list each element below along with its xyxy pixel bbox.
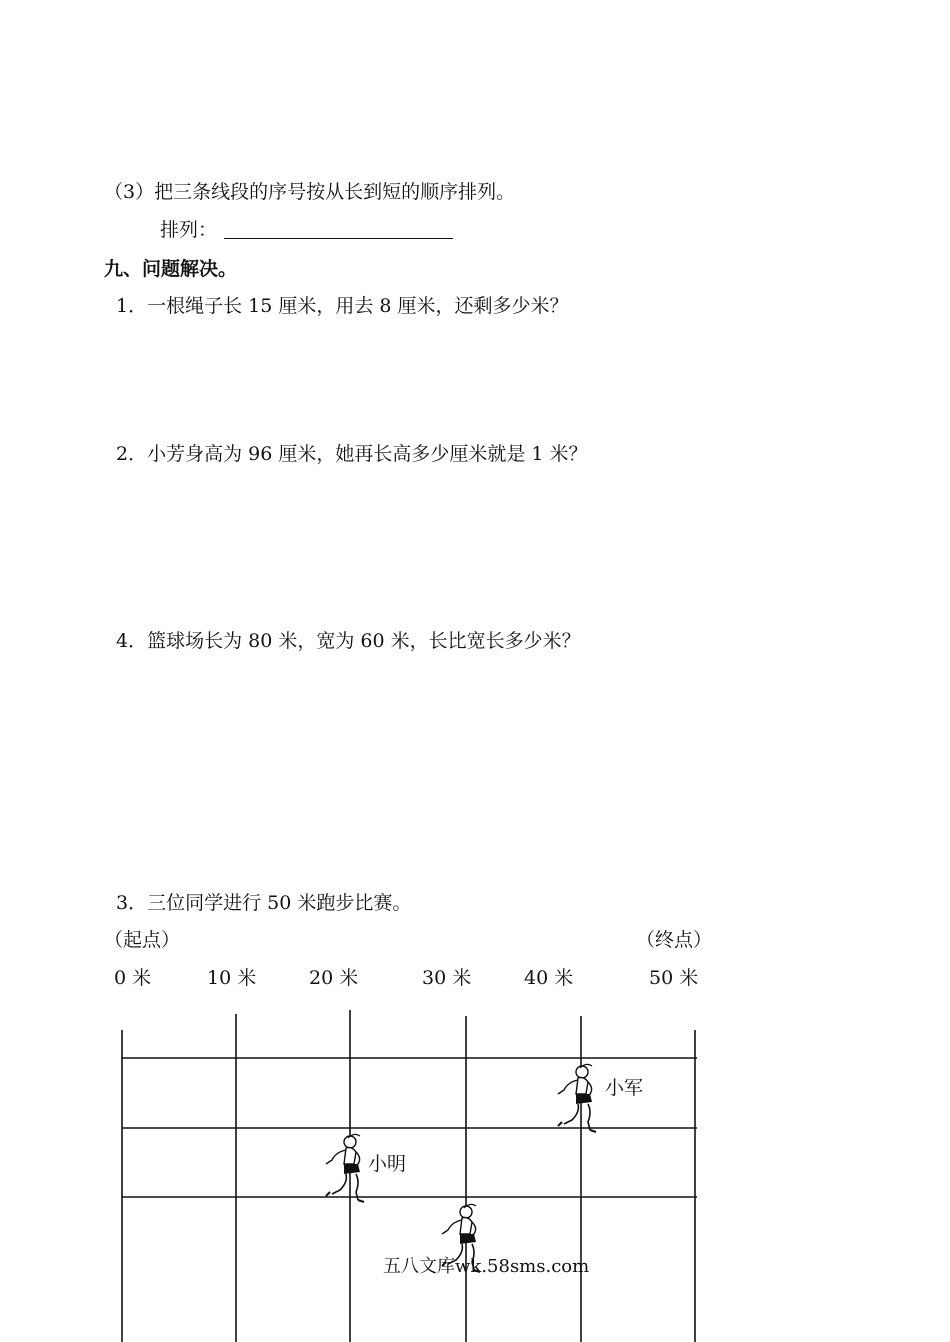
watermark-url: wk.58sms.com: [455, 1256, 590, 1277]
distance-mark-30: 30 米: [422, 967, 472, 989]
question-4: 4．篮球场长为 80 米，宽为 60 米，长比宽长多少米？: [116, 630, 581, 652]
arrange-label: 排列：: [160, 219, 218, 241]
runner-xiaojun-figure: [558, 1064, 596, 1132]
runner-xiaoming-figure: [326, 1134, 364, 1202]
distance-mark-50: 50 米: [649, 967, 699, 989]
section8-item3: （3）把三条线段的序号按从长到短的顺序排列。: [104, 181, 516, 203]
section9-heading: 九、问题解决。: [104, 258, 238, 280]
start-label: （起点）: [104, 929, 181, 951]
runner-xiaojun-label: 小军: [605, 1077, 644, 1099]
distance-mark-20: 20 米: [309, 967, 359, 989]
distance-mark-40: 40 米: [524, 967, 574, 989]
distance-mark-10: 10 米: [207, 967, 257, 989]
watermark: [383, 1258, 589, 1276]
runner-xiaoming-label: 小明: [368, 1153, 407, 1175]
question-2: 2．小芳身高为 96 厘米，她再长高多少厘米就是 1 米？: [116, 443, 588, 465]
question-1: 1．一根绳子长 15 厘米，用去 8 厘米，还剩多少米？: [116, 295, 569, 317]
end-label: （终点）: [636, 929, 713, 951]
watermark-cn: 五八文库: [383, 1256, 455, 1277]
question-3: 3．三位同学进行 50 米跑步比赛。: [116, 892, 412, 914]
distance-mark-0: 0 米: [114, 967, 152, 989]
